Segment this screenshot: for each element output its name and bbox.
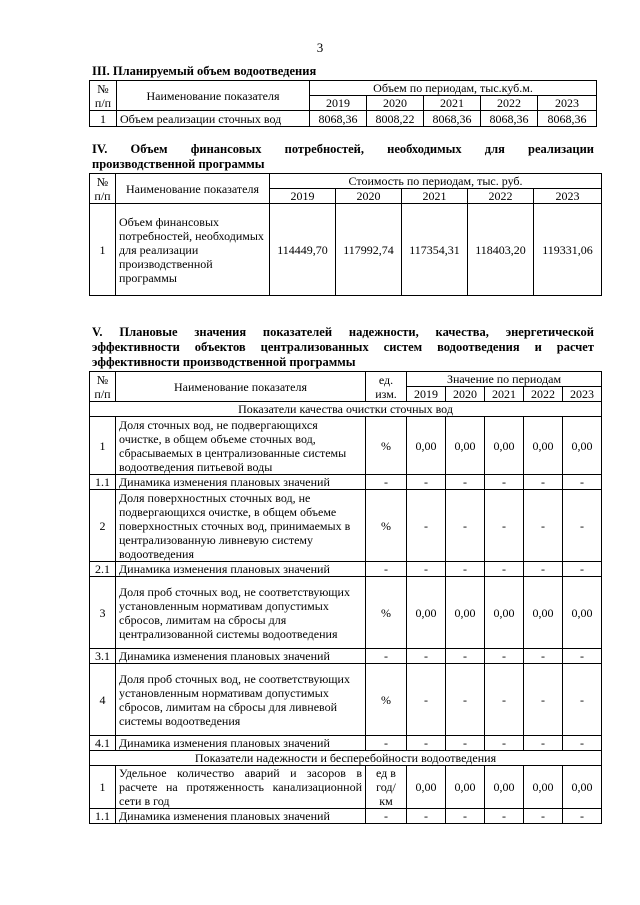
dash-cell: -	[524, 475, 563, 490]
value-cell: -	[524, 490, 563, 562]
value-cell: 0,00	[407, 577, 446, 649]
year-header: 2019	[270, 189, 336, 204]
dynamics-row	[90, 562, 602, 577]
row-number: 1	[90, 111, 117, 127]
dash-cell: -	[366, 562, 407, 577]
dash-cell: -	[485, 736, 524, 751]
value-cell: 0,00	[524, 766, 563, 809]
group-header: Показатели качества очистки сточных вод	[90, 402, 602, 417]
dash-cell: -	[485, 649, 524, 664]
unit-cell: %	[366, 664, 407, 736]
year-header: 2020	[446, 387, 485, 402]
section4-title-line1: IV. Объем финансовых потребностей, необходимых для реализации	[92, 142, 594, 156]
table-row	[90, 204, 602, 296]
dynamics-row	[90, 736, 602, 751]
page-number: 3	[316, 40, 324, 55]
value-cell: 0,00	[524, 577, 563, 649]
row-number: 2.1	[90, 562, 116, 577]
row-number: 4	[90, 664, 116, 736]
value-cell: 0,00	[524, 417, 563, 475]
year-header: 2021	[424, 96, 481, 111]
dash-cell: -	[446, 736, 485, 751]
year-header: 2023	[563, 387, 602, 402]
dash-cell: -	[407, 649, 446, 664]
col-group-header: Значение по периодам	[407, 372, 602, 387]
dash-cell: -	[524, 562, 563, 577]
section3-table	[89, 80, 597, 127]
unit-cell: %	[366, 490, 407, 562]
value-cell: -	[446, 664, 485, 736]
row-number: 3	[90, 577, 116, 649]
row-name: Доля проб сточных вод, не соответствующих установленным нормативам допустимых сбросов, лимитам на сбросы для централизованной системы водоотведения	[116, 577, 366, 649]
year-header: 2022	[468, 189, 534, 204]
value-cell: 0,00	[446, 417, 485, 475]
year-header: 2021	[402, 189, 468, 204]
value-cell: -	[407, 490, 446, 562]
value-cell: -	[524, 664, 563, 736]
dash-cell: -	[366, 475, 407, 490]
row-name: Объем реализации сточных вод	[117, 111, 310, 127]
value-cell: 0,00	[446, 766, 485, 809]
section3-title: III. Планируемый объем водоотведения	[92, 64, 317, 78]
row-number: 1.1	[90, 809, 116, 824]
dynamics-label: Динамика изменения плановых значений	[116, 649, 366, 664]
table-row	[90, 111, 597, 127]
value-cell: 8068,36	[481, 111, 538, 127]
value-cell: -	[485, 664, 524, 736]
row-name: Удельное количество аварий и засоров в расчете на протяженность канализационной сети в год	[116, 766, 366, 809]
year-header: 2023	[538, 96, 597, 111]
dash-cell: -	[407, 475, 446, 490]
dynamics-label: Динамика изменения плановых значений	[116, 475, 366, 490]
dynamics-label: Динамика изменения плановых значений	[116, 736, 366, 751]
value-cell: 8068,36	[538, 111, 597, 127]
unit-cell: ед в год/ км	[366, 766, 407, 809]
value-cell: 118403,20	[468, 204, 534, 296]
dash-cell: -	[446, 809, 485, 824]
value-cell: 0,00	[485, 417, 524, 475]
dash-cell: -	[524, 809, 563, 824]
dash-cell: -	[407, 736, 446, 751]
value-cell: 0,00	[446, 577, 485, 649]
table-row	[90, 577, 602, 649]
section4-title-line2: производственной программы	[92, 157, 265, 171]
value-cell: -	[563, 664, 602, 736]
col-group-header: Объем по периодам, тыс.куб.м.	[310, 81, 597, 96]
year-header: 2021	[485, 387, 524, 402]
col-num-header: № п/п	[90, 81, 117, 111]
dynamics-label: Динамика изменения плановых значений	[116, 562, 366, 577]
row-number: 1.1	[90, 475, 116, 490]
col-name-header: Наименование показателя	[117, 81, 310, 111]
dynamics-row	[90, 475, 602, 490]
group-header: Показатели надежности и бесперебойности водоотведения	[90, 751, 602, 766]
dash-cell: -	[563, 809, 602, 824]
section5-title-line1: V. Плановые значения показателей надежности, качества, энергетической	[92, 325, 594, 339]
row-number: 2	[90, 490, 116, 562]
year-header: 2022	[524, 387, 563, 402]
dash-cell: -	[366, 809, 407, 824]
value-cell: -	[485, 490, 524, 562]
year-header: 2019	[310, 96, 367, 111]
row-number: 4.1	[90, 736, 116, 751]
value-cell: 114449,70	[270, 204, 336, 296]
row-number: 1	[90, 204, 116, 296]
value-cell: 119331,06	[534, 204, 602, 296]
row-number: 3.1	[90, 649, 116, 664]
dash-cell: -	[485, 562, 524, 577]
value-cell: 8068,36	[310, 111, 367, 127]
row-name: Доля сточных вод, не подвергающихся очистке, в общем объеме сточных вод, сбрасываемых в централизованные системы водоотведения питьевой воды	[116, 417, 366, 475]
unit-cell: %	[366, 577, 407, 649]
row-number: 1	[90, 766, 116, 809]
row-name: Объем финансовых потребностей, необходимых для реализации производственной программы	[116, 204, 270, 296]
value-cell: 8068,36	[424, 111, 481, 127]
value-cell: -	[563, 490, 602, 562]
value-cell: 0,00	[485, 577, 524, 649]
value-cell: 0,00	[407, 766, 446, 809]
dash-cell: -	[366, 649, 407, 664]
unit-cell: %	[366, 417, 407, 475]
year-header: 2020	[336, 189, 402, 204]
value-cell: -	[446, 490, 485, 562]
year-header: 2022	[481, 96, 538, 111]
year-header: 2019	[407, 387, 446, 402]
col-unit-header: ед. изм.	[366, 372, 407, 402]
col-group-header: Стоимость по периодам, тыс. руб.	[270, 174, 602, 189]
dynamics-label: Динамика изменения плановых значений	[116, 809, 366, 824]
value-cell: 0,00	[563, 417, 602, 475]
row-number: 1	[90, 417, 116, 475]
dash-cell: -	[446, 562, 485, 577]
dash-cell: -	[446, 475, 485, 490]
section5-title-line3: эффективности производственной программы	[92, 355, 356, 369]
dash-cell: -	[407, 809, 446, 824]
col-num-header: № п/п	[90, 372, 116, 402]
dash-cell: -	[563, 475, 602, 490]
dash-cell: -	[524, 736, 563, 751]
dash-cell: -	[366, 736, 407, 751]
section5-table	[89, 371, 602, 824]
value-cell: 0,00	[563, 766, 602, 809]
row-name: Доля поверхностных сточных вод, не подвергающихся очистке, в общем объеме поверхностных сточных вод, принимаемых в централизованную ливневую систему водоотведения	[116, 490, 366, 562]
value-cell: 0,00	[407, 417, 446, 475]
dynamics-row	[90, 649, 602, 664]
dynamics-row	[90, 809, 602, 824]
dash-cell: -	[563, 736, 602, 751]
section4-table	[89, 173, 602, 296]
col-num-header: № п/п	[90, 174, 116, 204]
value-cell: 0,00	[485, 766, 524, 809]
table-row	[90, 490, 602, 562]
table-row	[90, 766, 602, 809]
dash-cell: -	[446, 649, 485, 664]
year-header: 2023	[534, 189, 602, 204]
col-name-header: Наименование показателя	[116, 372, 366, 402]
dash-cell: -	[524, 649, 563, 664]
section5-title-line2: эффективности объектов централизованных систем водоотведения и расчет	[92, 340, 594, 354]
value-cell: 117992,74	[336, 204, 402, 296]
dash-cell: -	[485, 475, 524, 490]
row-name: Доля проб сточных вод, не соответствующих установленным нормативам допустимых сбросов, лимитам на сбросы для ливневой системы водоотведения	[116, 664, 366, 736]
value-cell: 8008,22	[367, 111, 424, 127]
col-name-header: Наименование показателя	[116, 174, 270, 204]
table-row	[90, 664, 602, 736]
value-cell: 0,00	[563, 577, 602, 649]
dash-cell: -	[485, 809, 524, 824]
dash-cell: -	[407, 562, 446, 577]
dash-cell: -	[563, 649, 602, 664]
value-cell: 117354,31	[402, 204, 468, 296]
dash-cell: -	[563, 562, 602, 577]
value-cell: -	[407, 664, 446, 736]
table-row	[90, 417, 602, 475]
year-header: 2020	[367, 96, 424, 111]
